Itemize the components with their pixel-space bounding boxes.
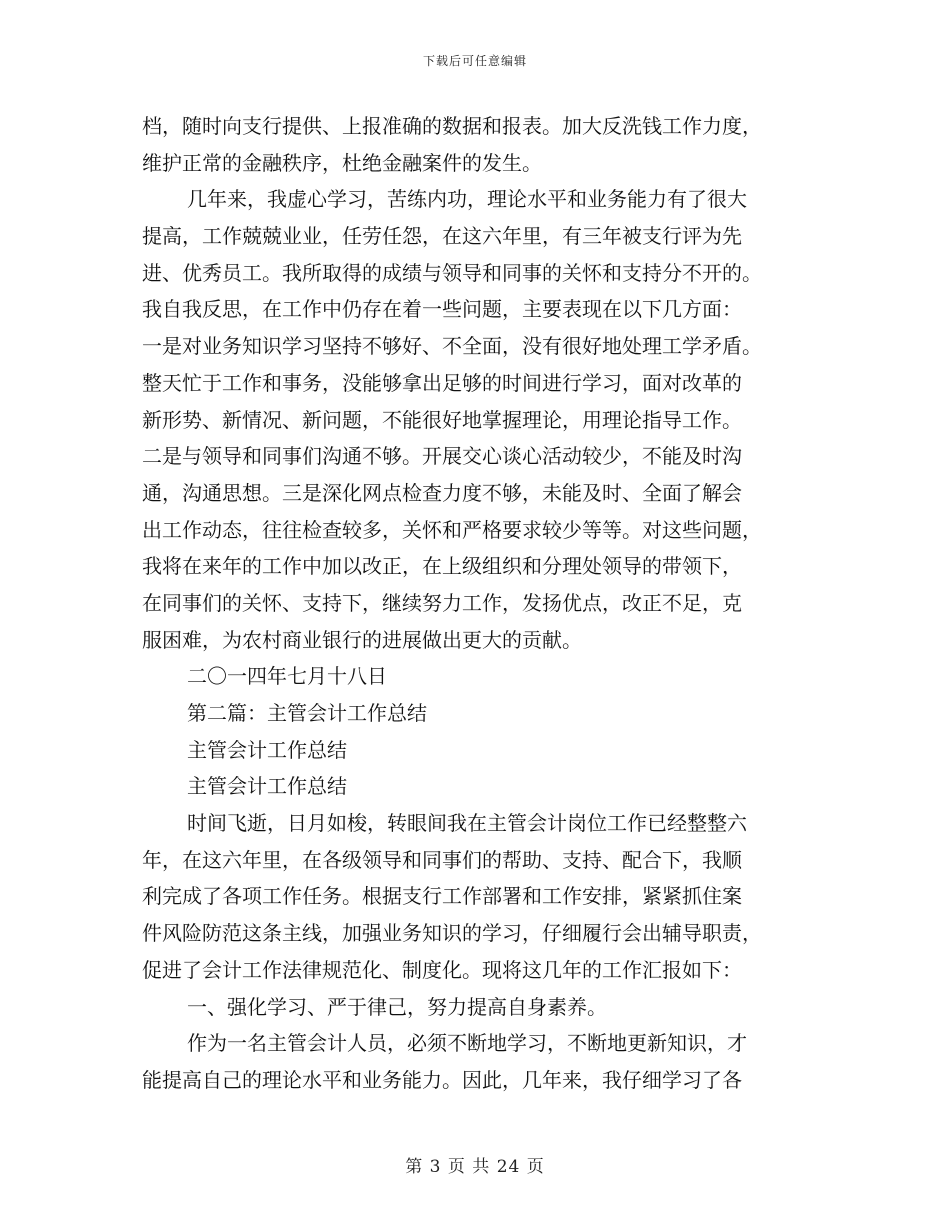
text-line: 促进了会计工作法律规范化、制度化。现将这几年的工作汇报如下： [142, 957, 742, 982]
text-line: 新形势、新情况、新问题，不能很好地掌握理论，用理论指导工作。 [142, 407, 742, 432]
text-line: 时间飞逝，日月如梭，转眼间我在主管会计岗位工作已经整整六 [187, 811, 747, 836]
text-line: 提高，工作兢兢业业，任劳任怨，在这六年里，有三年被支行评为先 [142, 224, 742, 249]
text-line: 能提高自己的理论水平和业务能力。因此，几年来，我仔细学习了各 [142, 1067, 742, 1092]
document-body [142, 108, 812, 1099]
text-line: 维护正常的金融秩序，杜绝金融案件的发生。 [142, 150, 542, 175]
text-line: 在同事们的关怀、支持下，继续努力工作，发扬优点，改正不足，克 [142, 590, 742, 615]
text-line: 二是与领导和同事们沟通不够。开展交心谈心活动较少，不能及时沟 [142, 444, 742, 469]
page-header: 下载后可任意编辑 [422, 54, 527, 68]
text-line: 利完成了各项工作任务。根据支行工作部署和工作安排，紧紧抓住案 [142, 884, 742, 909]
text-line: 我自我反思，在工作中仍存在着一些问题，主要表现在以下几方面： [142, 297, 742, 322]
section-title: 主管会计工作总结 [187, 737, 347, 762]
text-line: 我将在来年的工作中加以改正，在上级组织和分理处领导的带领下， [142, 554, 742, 579]
section-heading: 第二篇：主管会计工作总结 [187, 701, 427, 725]
section-title: 主管会计工作总结 [187, 774, 347, 799]
text-line: 整天忙于工作和事务，没能够拿出足够的时间进行学习，面对改革的 [142, 370, 742, 395]
text-line: 一是对业务知识学习坚持不够好、不全面，没有很好地处理工学矛盾。 [142, 334, 762, 359]
date-line: 二〇一四年七月十八日 [187, 664, 387, 689]
text-line: 件风险防范这条主线，加强业务知识的学习，仔细履行会出辅导职责， [142, 921, 762, 946]
text-line: 档，随时向支行提供、上报准确的数据和报表。加大反洗钱工作力度， [142, 114, 762, 138]
text-line: 作为一名主管会计人员，必须不断地学习，不断地更新知识，才 [187, 1031, 747, 1056]
page-footer: 第 3 页 共 24 页 [405, 1157, 545, 1177]
text-line: 通，沟通思想。三是深化网点检查力度不够，未能及时、全面了解会 [142, 480, 742, 505]
text-line: 出工作动态，往往检查较多，关怀和严格要求较少等等。对这些问题， [142, 517, 762, 542]
text-line: 进、优秀员工。我所取得的成绩与领导和同事的关怀和支持分不开的。 [142, 260, 762, 285]
text-line: 几年来，我虚心学习，苦练内功，理论水平和业务能力有了很大 [187, 187, 747, 212]
subsection-heading: 一、强化学习、严于律己，努力提高自身素养。 [187, 994, 607, 1019]
text-line: 服困难，为农村商业银行的进展做出更大的贡献。 [142, 627, 582, 652]
text-line: 年，在这六年里，在各级领导和同事们的帮助、支持、配合下，我顺 [142, 847, 742, 872]
